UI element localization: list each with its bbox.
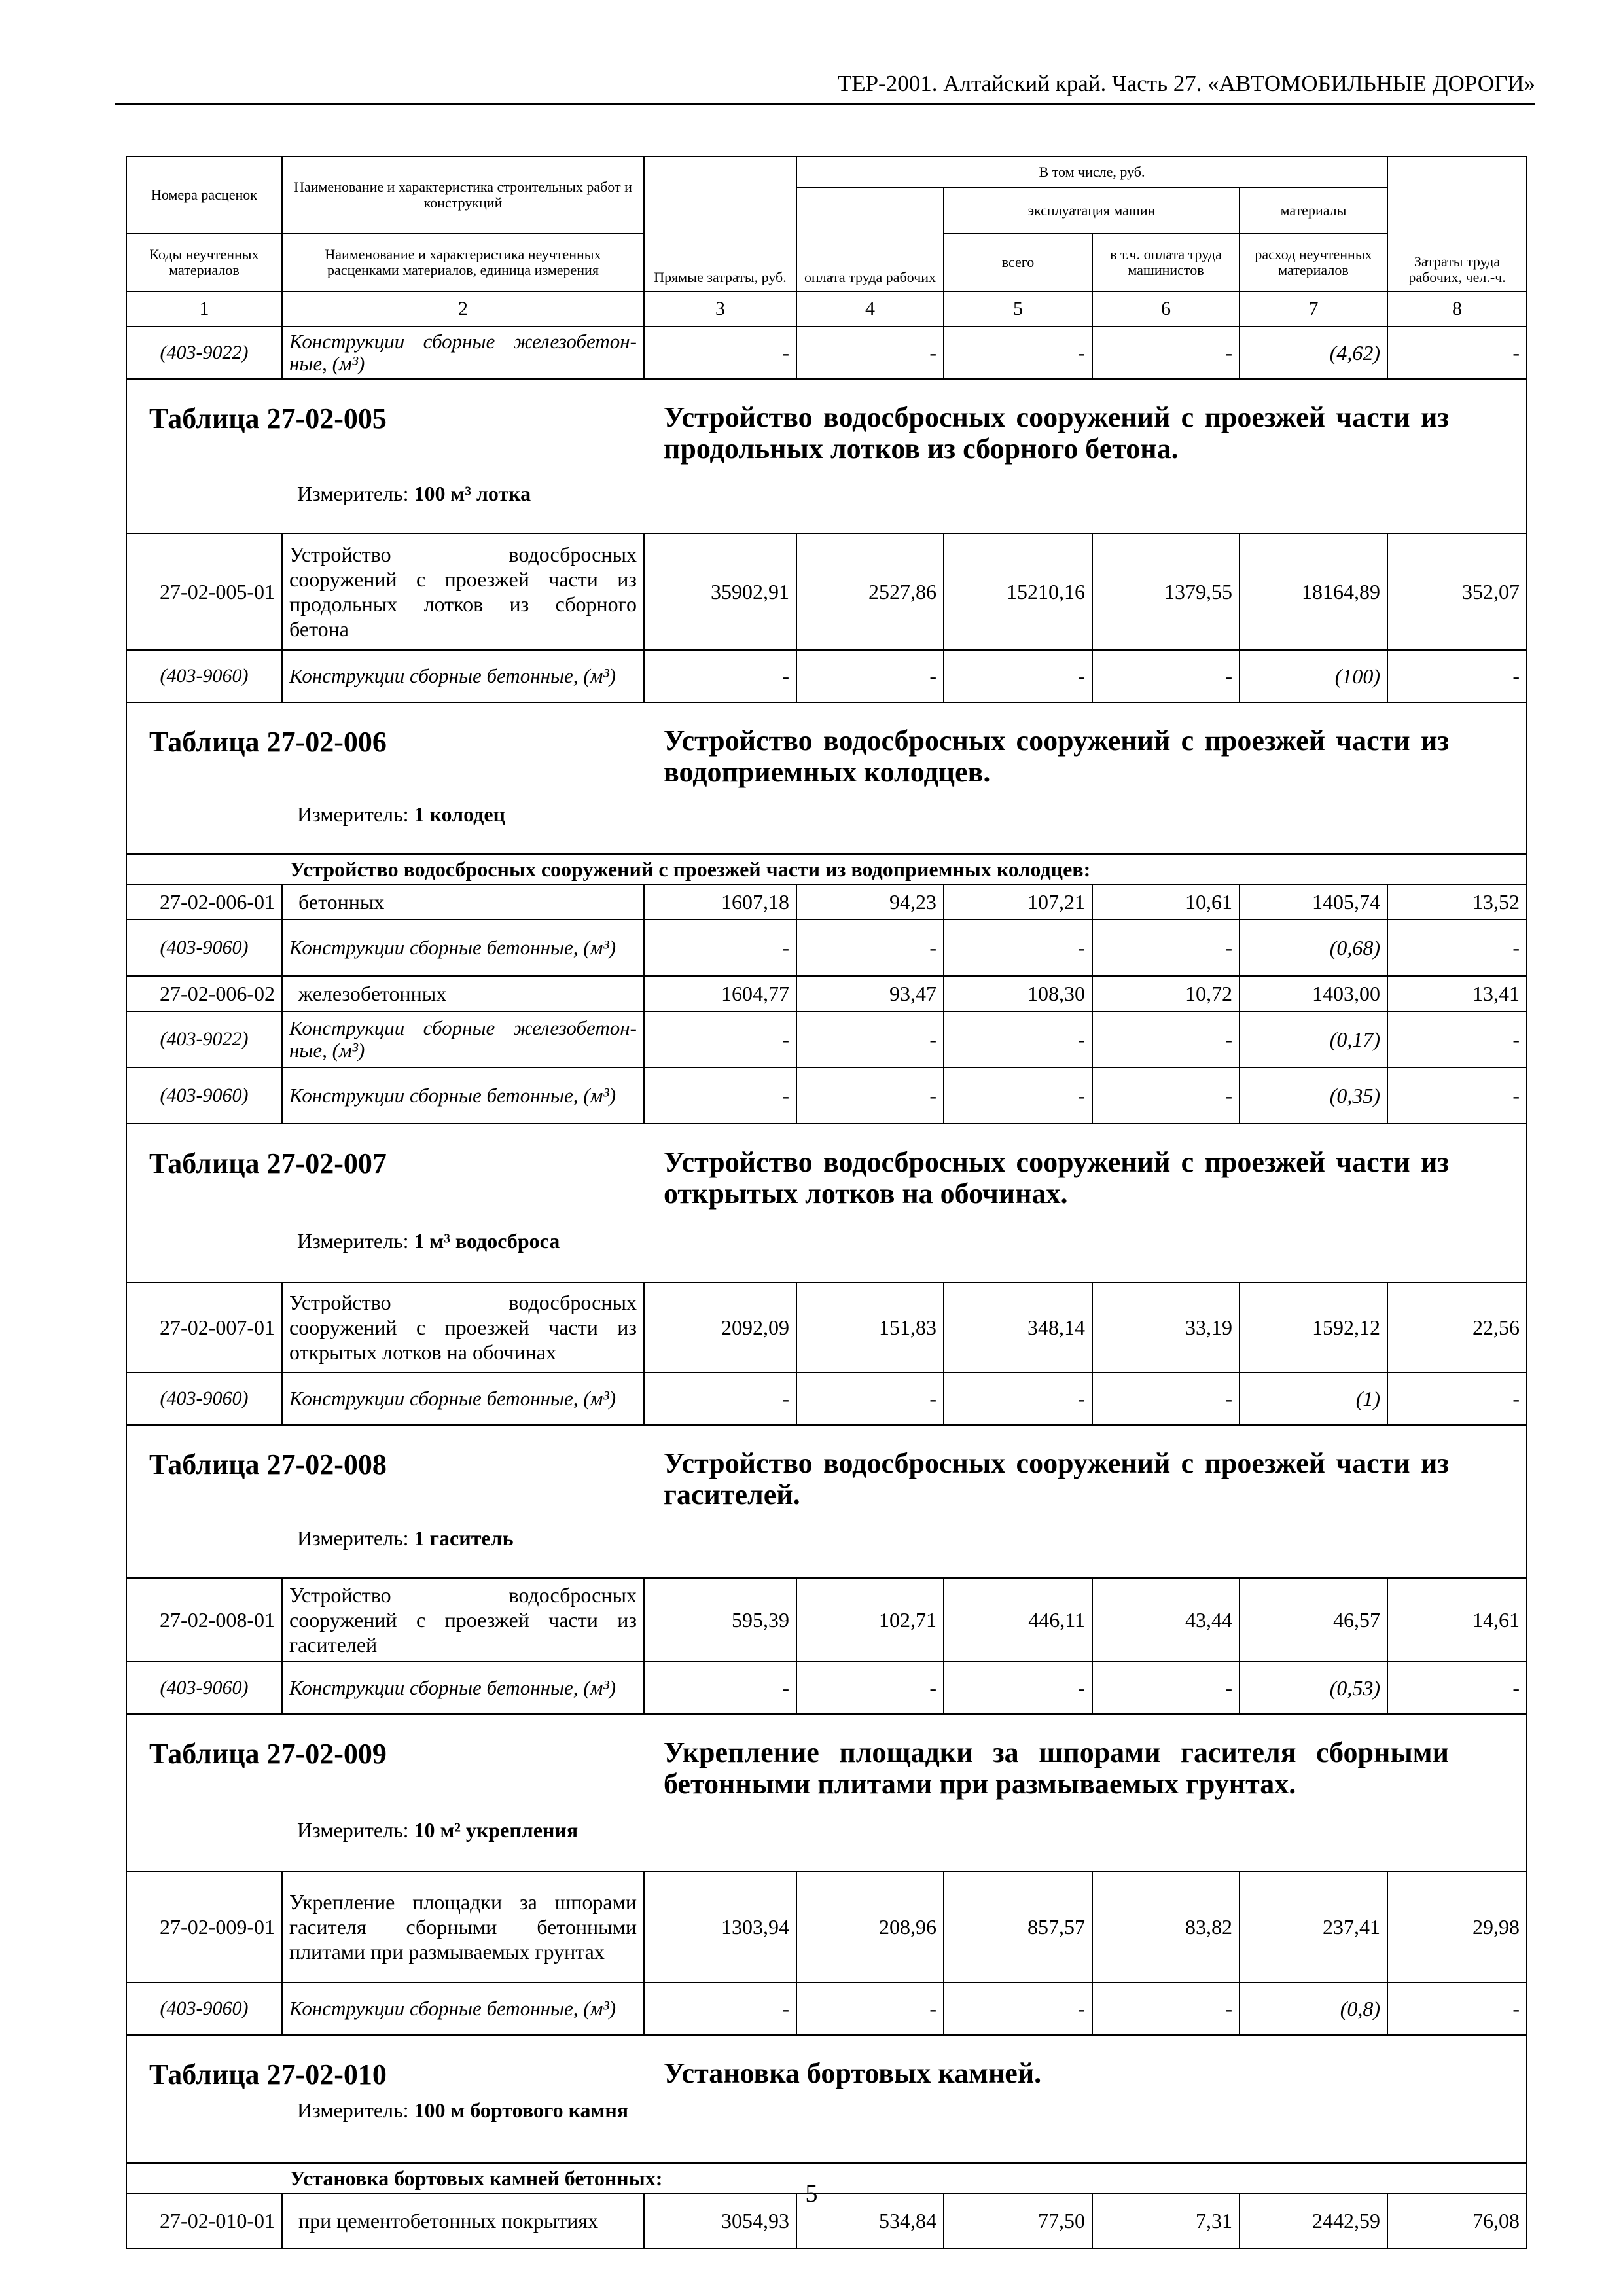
table-name: Установка бортовых камней. bbox=[664, 2057, 1042, 2089]
work-name: Устройство водосбросных сооружений с проезжей части из гасителей bbox=[282, 1578, 644, 1662]
measure-unit: Измеритель: 1 колодец bbox=[297, 802, 505, 826]
material-name: Конструкции сборные бетонные, (м³) bbox=[282, 1372, 644, 1425]
table-caption-009 bbox=[126, 1714, 1527, 1871]
head-col2-bottom: Наименование и характеристика неучтенных расценками материалов, единица измерения bbox=[282, 234, 644, 291]
table-caption-010 bbox=[126, 2035, 1527, 2163]
material-code: (403-9060) bbox=[126, 1982, 282, 2035]
table-caption-005 bbox=[126, 379, 1527, 533]
rate-code: 27-02-008-01 bbox=[126, 1578, 282, 1662]
work-name: Укрепление площадки за шпорами гасителя сборными бетонными плитами при размываемых грунтах bbox=[282, 1871, 644, 1982]
material-code: (403-9022) bbox=[126, 1011, 282, 1067]
table-title: Таблица 27-02-009 bbox=[149, 1738, 387, 1770]
material-code: (403-9060) bbox=[126, 1662, 282, 1714]
page-number: 5 bbox=[805, 2180, 818, 2208]
material-row: (403-9060) Конструкции сборные бетонные, (м³) - - - - (0,35) - bbox=[126, 1067, 1527, 1124]
head-col2-top: Наименование и характеристика строительных работ и конструкций bbox=[282, 156, 644, 234]
material-name: Конструкции сборные бетонные, (м³) bbox=[282, 1982, 644, 2035]
col-number: 5 bbox=[944, 291, 1092, 327]
head-including: В том числе, руб. bbox=[796, 156, 1387, 188]
material-name: Конструкции сборные железобетон-ные, (м³) bbox=[282, 327, 644, 379]
head-col1-top: Номера расценок bbox=[126, 156, 282, 234]
material-code: (403-9060) bbox=[126, 650, 282, 702]
table-name: Укрепление площадки за шпорами гасителя сборными бетонными плитами при размываемых грунтах. bbox=[664, 1736, 1449, 1800]
measure-unit: Измеритель: 1 м³ водосброса bbox=[297, 1229, 560, 1253]
head-machines: эксплуатация машин bbox=[944, 188, 1240, 234]
head-materials: материалы bbox=[1240, 188, 1387, 234]
material-name: Конструкции сборные бетонные, (м³) bbox=[282, 920, 644, 976]
head-col5: всего bbox=[944, 234, 1092, 291]
material-row: (403-9060) Конструкции сборные бетонные, (м³) - - - - (0,53) - bbox=[126, 1662, 1527, 1714]
table-name: Устройство водосбросных сооружений с проезжей части из водоприемных колодцев. bbox=[664, 725, 1449, 788]
measure-unit: Измеритель: 100 м³ лотка bbox=[297, 482, 531, 505]
table-row: 27-02-008-01 Устройство водосбросных сооружений с проезжей части из гасителей 595,39 102,71 446,11 43,44 46,57 14,61 bbox=[126, 1578, 1527, 1662]
col-number: 3 bbox=[644, 291, 796, 327]
work-name: Устройство водосбросных сооружений с проезжей части из открытых лотков на обочинах bbox=[282, 1282, 644, 1372]
table-row: 27-02-007-01 Устройство водосбросных сооружений с проезжей части из открытых лотков на обочинах 2092,09 151,83 348,14 33,19 1592,12 22,56 bbox=[126, 1282, 1527, 1372]
table-title: Таблица 27-02-007 bbox=[149, 1147, 387, 1179]
material-row: (403-9060) Конструкции сборные бетонные, (м³) - - - - (1) - bbox=[126, 1372, 1527, 1425]
measure-unit: Измеритель: 100 м бортового камня bbox=[297, 2098, 629, 2122]
table-name: Устройство водосбросных сооружений с проезжей части из гасителей. bbox=[664, 1447, 1449, 1511]
material-code: (403-9060) bbox=[126, 1067, 282, 1124]
head-col3: Прямые затраты, руб. bbox=[644, 156, 796, 291]
material-row: (403-9060) Конструкции сборные бетонные, (м³) - - - - (100) - bbox=[126, 650, 1527, 702]
table-name: Устройство водосбросных сооружений с проезжей части из открытых лотков на обочинах. bbox=[664, 1146, 1449, 1210]
table-caption-008 bbox=[126, 1425, 1527, 1578]
table-row: 27-02-006-01 бетонных 1607,18 94,23 107,21 10,61 1405,74 13,52 bbox=[126, 884, 1527, 920]
head-col7: расход неучтенных материалов bbox=[1240, 234, 1387, 291]
rate-code: 27-02-006-02 bbox=[126, 976, 282, 1011]
rate-code: 27-02-007-01 bbox=[126, 1282, 282, 1372]
material-name: Конструкции сборные бетонные, (м³) bbox=[282, 1662, 644, 1714]
rate-code: 27-02-010-01 bbox=[126, 2193, 282, 2248]
measure-unit: Измеритель: 10 м² укрепления bbox=[297, 1818, 579, 1842]
table-title: Таблица 27-02-008 bbox=[149, 1448, 387, 1480]
material-name: Конструкции сборные бетонные, (м³) bbox=[282, 650, 644, 702]
material-row: (403-9060) Конструкции сборные бетонные, (м³) - - - - (0,8) - bbox=[126, 1982, 1527, 2035]
table-name: Устройство водосбросных сооружений с проезжей части из продольных лотков из сборного бетона. bbox=[664, 401, 1449, 465]
head-col8: Затраты труда рабочих, чел.-ч. bbox=[1387, 156, 1527, 291]
table-caption-006 bbox=[126, 702, 1527, 854]
material-code: (403-9022) bbox=[126, 327, 282, 379]
col-number: 7 bbox=[1240, 291, 1387, 327]
table-row: 27-02-005-01 Устройство водосбросных сооружений с проезжей части из продольных лотков из сборного бетона 35902,91 2527,86 15210,16 1379,55 18164,89 352,07 bbox=[126, 533, 1527, 650]
col-number: 4 bbox=[796, 291, 944, 327]
material-name: Конструкции сборные железобетон-ные, (м³) bbox=[282, 1011, 644, 1067]
rate-code: 27-02-009-01 bbox=[126, 1871, 282, 1982]
material-row: (403-9022) Конструкции сборные железобетон-ные, (м³) - - - - (0,17) - bbox=[126, 1011, 1527, 1067]
work-name: железобетонных bbox=[282, 976, 644, 1011]
table-row: 27-02-006-02 железобетонных 1604,77 93,47 108,30 10,72 1403,00 13,41 bbox=[126, 976, 1527, 1011]
table-title: Таблица 27-02-006 bbox=[149, 726, 387, 758]
material-code: (403-9060) bbox=[126, 1372, 282, 1425]
col-number: 8 bbox=[1387, 291, 1527, 327]
work-name: бетонных bbox=[282, 884, 644, 920]
work-name: Устройство водосбросных сооружений с проезжей части из продольных лотков из сборного бетона bbox=[282, 533, 644, 650]
col-number: 6 bbox=[1092, 291, 1240, 327]
section-subheading: Установка бортовых камней бетонных: bbox=[126, 2163, 1527, 2193]
col-number: 2 bbox=[282, 291, 644, 327]
head-col6: в т.ч. оплата труда машинистов bbox=[1092, 234, 1240, 291]
table-row: 27-02-010-01 при цементобетонных покрытиях 3054,93 534,84 77,50 7,31 2442,59 76,08 bbox=[126, 2193, 1527, 2248]
price-table bbox=[126, 156, 1527, 2249]
material-code: (403-9060) bbox=[126, 920, 282, 976]
running-title: ТЕР-2001. Алтайский край. Часть 27. «АВТОМОБИЛЬНЫЕ ДОРОГИ» bbox=[837, 71, 1535, 96]
section-subheading: Устройство водосбросных сооружений с проезжей части из водоприемных колодцев: bbox=[126, 854, 1527, 884]
rate-code: 27-02-006-01 bbox=[126, 884, 282, 920]
table-title: Таблица 27-02-010 bbox=[149, 2058, 387, 2090]
table-row: 27-02-009-01 Укрепление площадки за шпорами гасителя сборными бетонными плитами при размываемых грунтах 1303,94 208,96 857,57 83,82 237,41 29,98 bbox=[126, 1871, 1527, 1982]
work-name: при цементобетонных покрытиях bbox=[282, 2193, 644, 2248]
header-rule bbox=[115, 103, 1535, 105]
head-col1-bottom: Коды неучтенных материалов bbox=[126, 234, 282, 291]
table-caption-007 bbox=[126, 1124, 1527, 1282]
rate-code: 27-02-005-01 bbox=[126, 533, 282, 650]
material-row: (403-9060) Конструкции сборные бетонные, (м³) - - - - (0,68) - bbox=[126, 920, 1527, 976]
col-number: 1 bbox=[126, 291, 282, 327]
head-col4: оплата труда рабочих bbox=[796, 188, 944, 291]
material-row: (403-9022) Конструкции сборные железобетон-ные, (м³) - - - - (4,62) - bbox=[126, 327, 1527, 379]
table-title: Таблица 27-02-005 bbox=[149, 403, 387, 435]
material-name: Конструкции сборные бетонные, (м³) bbox=[282, 1067, 644, 1124]
measure-unit: Измеритель: 1 гаситель bbox=[297, 1526, 514, 1550]
